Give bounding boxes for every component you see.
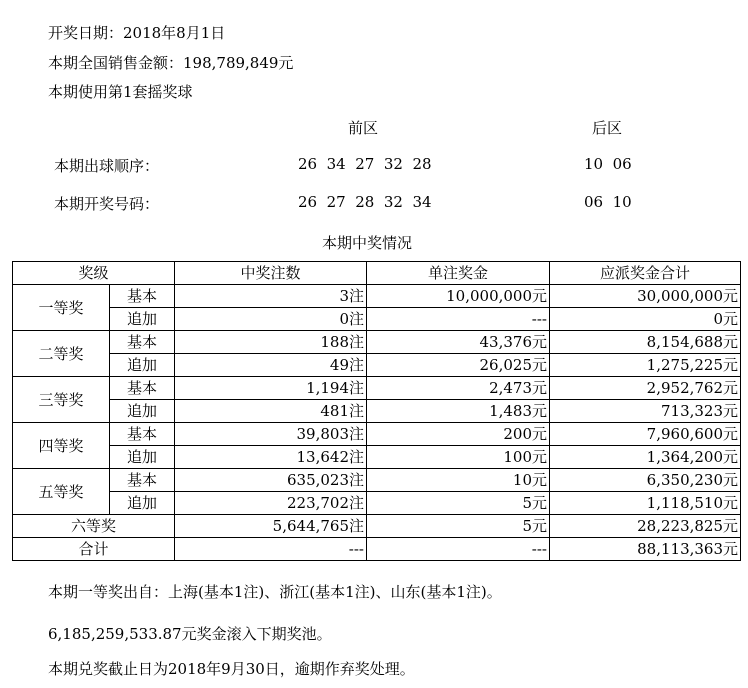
total-prize: 30,000,000元: [550, 285, 741, 308]
draw-order-label: 本期出球顺序：: [54, 157, 160, 175]
total-prize: 713,323元: [550, 400, 741, 423]
prize-level: 三等奖: [13, 377, 110, 423]
winning-numbers-label: 本期开奖号码：: [54, 195, 160, 213]
bet-type: 基本: [110, 423, 175, 446]
total-prize: 8,154,688元: [550, 331, 741, 354]
table-row: [13, 285, 741, 308]
winning-numbers-back: 06 10: [584, 193, 632, 211]
unit-prize: 10元: [367, 469, 550, 492]
table-caption: 本期中奖情况: [322, 234, 413, 252]
claim-deadline: 本期兑奖截止日为2018年9月30日，逾期作弃奖处理。: [48, 660, 415, 678]
winner-count: 3注: [175, 285, 367, 308]
unit-prize: 43,376元: [367, 331, 550, 354]
total-prize: 1,118,510元: [550, 492, 741, 515]
unit-prize: 5元: [367, 492, 550, 515]
header-level: 奖级: [13, 262, 175, 285]
draw-date: 开奖日期：2018年8月1日: [48, 24, 226, 42]
prize-level: 四等奖: [13, 423, 110, 469]
prize-level: 五等奖: [13, 469, 110, 515]
table-row: [13, 446, 741, 469]
bet-type: 基本: [110, 377, 175, 400]
table-header-row: [13, 262, 741, 285]
table-row: [13, 423, 741, 446]
prize-table: [12, 261, 741, 561]
total-prize: 28,223,825元: [550, 515, 741, 538]
unit-prize: 26,025元: [367, 354, 550, 377]
bet-type: 基本: [110, 285, 175, 308]
winner-count: ---: [175, 538, 367, 561]
table-row: [13, 331, 741, 354]
first-prize-origin: 本期一等奖出自：上海(基本1注)、浙江(基本1注)、山东(基本1注)。: [48, 583, 502, 601]
winner-count: 1,194注: [175, 377, 367, 400]
total-prize: 88,113,363元: [550, 538, 741, 561]
table-row-sum: [13, 538, 741, 561]
winner-count: 39,803注: [175, 423, 367, 446]
winning-numbers-front: 26 27 28 32 34: [298, 193, 432, 211]
table-row: [13, 492, 741, 515]
total-prize: 7,960,600元: [550, 423, 741, 446]
winner-count: 49注: [175, 354, 367, 377]
ball-set: 本期使用第1套摇奖球: [48, 83, 193, 101]
bet-type: 追加: [110, 446, 175, 469]
bet-type: 基本: [110, 469, 175, 492]
bet-type: 基本: [110, 331, 175, 354]
sum-label: 合计: [13, 538, 175, 561]
winner-count: 223,702注: [175, 492, 367, 515]
unit-prize: 1,483元: [367, 400, 550, 423]
header-total: 应派奖金合计: [550, 262, 741, 285]
total-prize: 6,350,230元: [550, 469, 741, 492]
draw-order-back: 10 06: [584, 155, 632, 173]
total-prize: 2,952,762元: [550, 377, 741, 400]
unit-prize: 100元: [367, 446, 550, 469]
back-zone-title: 后区: [592, 119, 623, 137]
total-prize: 0元: [550, 308, 741, 331]
winner-count: 635,023注: [175, 469, 367, 492]
winner-count: 481注: [175, 400, 367, 423]
unit-prize: ---: [367, 308, 550, 331]
table-row: [13, 377, 741, 400]
bet-type: 追加: [110, 492, 175, 515]
table-row: [13, 354, 741, 377]
header-prize: 单注奖金: [367, 262, 550, 285]
table-row-sixth: [13, 515, 741, 538]
total-prize: 1,275,225元: [550, 354, 741, 377]
unit-prize: ---: [367, 538, 550, 561]
draw-order-front: 26 34 27 32 28: [298, 155, 432, 173]
bet-type: 追加: [110, 354, 175, 377]
winner-count: 188注: [175, 331, 367, 354]
front-zone-title: 前区: [348, 119, 379, 137]
winner-count: 5,644,765注: [175, 515, 367, 538]
table-row: [13, 469, 741, 492]
jackpot-rollover: 6,185,259,533.87元奖金滚入下期奖池。: [48, 625, 332, 643]
bet-type: 追加: [110, 400, 175, 423]
sales-amount: 本期全国销售金额：198,789,849元: [48, 54, 294, 72]
table-row: [13, 400, 741, 423]
total-prize: 1,364,200元: [550, 446, 741, 469]
table-row: [13, 308, 741, 331]
unit-prize: 10,000,000元: [367, 285, 550, 308]
unit-prize: 5元: [367, 515, 550, 538]
prize-level: 二等奖: [13, 331, 110, 377]
prize-level: 六等奖: [13, 515, 175, 538]
winner-count: 0注: [175, 308, 367, 331]
winner-count: 13,642注: [175, 446, 367, 469]
bet-type: 追加: [110, 308, 175, 331]
header-count: 中奖注数: [175, 262, 367, 285]
unit-prize: 200元: [367, 423, 550, 446]
prize-level: 一等奖: [13, 285, 110, 331]
unit-prize: 2,473元: [367, 377, 550, 400]
